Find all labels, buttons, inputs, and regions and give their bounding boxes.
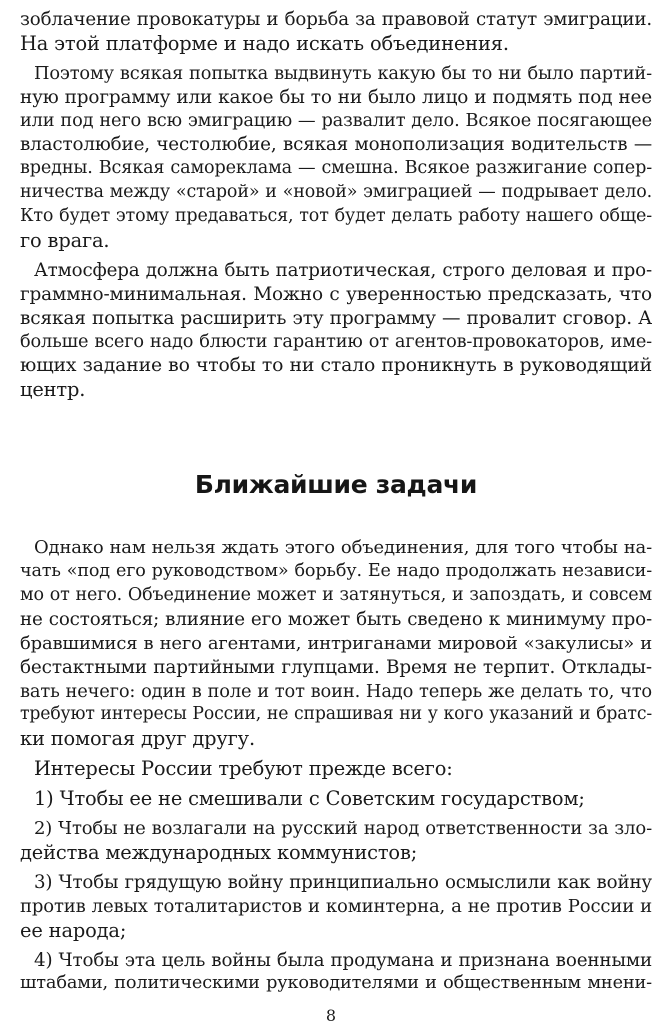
text-line: властолюбие, честолюбие, всякая монополизация водительств —: [20, 134, 652, 156]
text-line: ничества между «старой» и «новой» эмиграцией — подрывает дело.: [20, 182, 652, 203]
list-item: [20, 871, 652, 943]
text-line: ную программу или какое бы то ни было лицо и подмять под нее: [20, 86, 652, 108]
paragraph: [20, 259, 652, 402]
text-line: ки помогая друг другу.: [20, 727, 255, 751]
text-line: действа международных коммунистов;: [20, 840, 418, 864]
text-line: зоблачение провокатуры и борьба за правовой статут эмиграции.: [20, 9, 652, 30]
text-line: чать «под его руководством» борьбу. Ее надо продолжать независи-: [20, 561, 652, 582]
text-line: бестактными партийными глупцами. Время не терпит. Отклады-: [20, 656, 652, 678]
paragraph: [20, 757, 652, 781]
text-line: больше всего надо блюсти гарантию от агентов-провокаторов, име-: [20, 331, 652, 352]
text-line: штабами, политическими руководителями и общественным мнени-: [20, 973, 652, 994]
text-line: бравшимися в него агентами, интриганами мировой «закулисы» и: [20, 632, 652, 654]
text-line: 4) Чтобы эта цель войны была продумана и признана военными: [34, 949, 652, 971]
paragraph: [20, 536, 652, 751]
text-line: вать нечего: один в поле и тот воин. Надо теперь же делать то, что: [20, 680, 652, 702]
text-line: Однако нам нельзя ждать этого объединения, для того чтобы на-: [34, 537, 652, 559]
text-line: мо от него. Объединение может и затянуться, и запоздать, и совсем: [20, 585, 652, 606]
text-line: граммно-минимальная. Можно с уверенностью предсказать, что: [20, 283, 652, 305]
text-line: или под него всю эмиграцию — развалит дело. Всякое посягающее: [20, 110, 652, 131]
text-line: требуют интересы России, не спрашивая ни у кого указаний и братс-: [20, 704, 652, 725]
list-item: [20, 787, 652, 811]
list-item: [20, 817, 652, 865]
text-line: го врага.: [20, 229, 110, 253]
text-line: 1) Чтобы ее не смешивали с Советским государством;: [34, 787, 585, 811]
paragraph: [20, 62, 652, 253]
text-line: Кто будет этому предаваться, тот будет делать работу нашего обще-: [20, 206, 652, 227]
text-line: Атмосфера должна быть патриотическая, строго деловая и про-: [34, 259, 652, 281]
text-line: Поэтому всякая попытка выдвинуть какую бы то ни было партий-: [34, 62, 652, 84]
text-line: не состояться; влияние его может быть сведено к минимуму про-: [20, 608, 652, 630]
list-item: [20, 949, 652, 997]
text-line: Интересы России требуют прежде всего:: [34, 757, 453, 781]
text-line: 2) Чтобы не возлагали на русский народ ответственности за зло-: [34, 818, 652, 840]
text-line: вредны. Всякая самореклама — смешна. Всякое разжигание сопер-: [20, 158, 652, 179]
text-line: ее народа;: [20, 918, 127, 942]
text-line: На этой платформе и надо искать объединения.: [20, 31, 509, 55]
page-number: 8: [325, 1006, 337, 1025]
text-line: всякая попытка расширить эту программу — провалит сговор. А: [20, 307, 652, 329]
page-body: [20, 8, 652, 996]
paragraph: [20, 8, 652, 56]
text-line: 3) Чтобы грядущую войну принципиально осмыслили как войну: [34, 871, 652, 893]
section-heading: Ближайшие задачи: [194, 470, 478, 500]
text-line: ющих задание во чтобы то ни стало проникнуть в руководящий: [20, 355, 652, 377]
text-line: против левых тоталитаристов и коминтерна, а не против России и: [20, 895, 652, 917]
text-line: центр.: [20, 378, 86, 402]
